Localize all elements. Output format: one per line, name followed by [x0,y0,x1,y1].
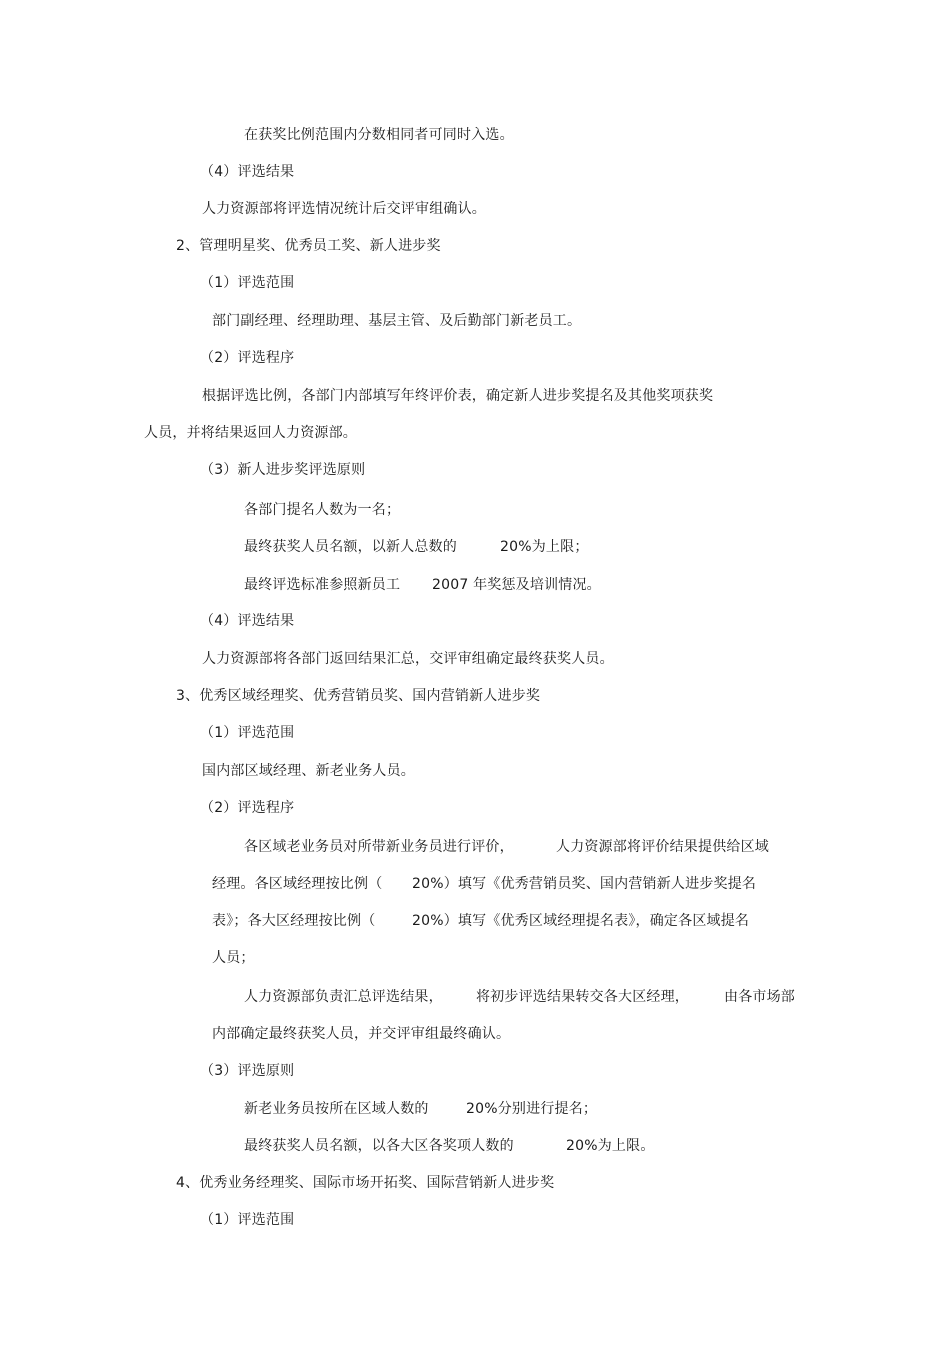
subheading: （3）评选原则 [200,1063,295,1079]
text-segment: 各区域老业务员对所带新业务员进行评价， [244,839,514,855]
subheading: （1）评选范围 [200,275,295,291]
section-heading: 3、优秀区域经理奖、优秀营销员奖、国内营销新人进步奖 [176,688,541,704]
text-line: 人员，并将结果返回人力资源部。 [144,425,357,441]
text-segment: 最终获奖人员名额，以新人总数的 [244,539,457,555]
subheading: （4）评选结果 [200,613,295,629]
section-heading: 2、管理明星奖、优秀员工奖、新人进步奖 [176,238,441,254]
text-segment: 20%）填写《优秀营销员奖、国内营销新人进步奖提名 [412,876,757,892]
text-segment: 最终获奖人员名额，以各大区各奖项人数的 [244,1138,514,1154]
text-segment: 20%）填写《优秀区域经理提名表》，确定各区域提名 [412,913,750,929]
subheading: （1）评选范围 [200,725,295,741]
text-segment: 将初步评选结果转交各大区经理， [476,989,689,1005]
text-segment: 2007 年奖惩及培训情况。 [432,577,601,593]
text-line: 部门副经理、经理助理、基层主管、及后勤部门新老员工。 [212,313,582,329]
text-segment: 表》；各大区经理按比例（ [212,913,376,929]
text-line: 人力资源部将评选情况统计后交评审组确认。 [202,201,486,217]
text-segment: 人力资源部将评价结果提供给区域 [556,839,769,855]
text-line: 内部确定最终获奖人员，并交评审组最终确认。 [212,1026,511,1042]
subheading: （2）评选程序 [200,800,295,816]
text-line: 根据评选比例，各部门内部填写年终评价表，确定新人进步奖提名及其他奖项获奖 [202,388,714,404]
text-line: 各部门提名人数为一名； [244,502,401,518]
text-line: 在获奖比例范围内分数相同者可同时入选。 [244,127,514,143]
text-segment: 由各市场部 [724,989,795,1005]
text-segment: 20%为上限。 [566,1138,655,1154]
text-segment: 20%分别进行提名； [466,1101,598,1117]
text-segment: 新老业务员按所在区域人数的 [244,1101,429,1117]
text-segment: 经理。各区域经理按比例（ [212,876,383,892]
text-segment: 最终评选标准参照新员工 [244,577,401,593]
text-line: 国内部区域经理、新老业务人员。 [202,763,415,779]
section-heading: 4、优秀业务经理奖、国际市场开拓奖、国际营销新人进步奖 [176,1175,555,1191]
text-segment: 20%为上限； [500,539,589,555]
subheading: （2）评选程序 [200,350,295,366]
subheading: （3）新人进步奖评选原则 [200,462,366,478]
subheading: （1）评选范围 [200,1212,295,1228]
text-line: 人力资源部将各部门返回结果汇总，交评审组确定最终获奖人员。 [202,651,614,667]
subheading: （4）评选结果 [200,164,295,180]
text-segment: 人力资源部负责汇总评选结果， [244,989,443,1005]
text-line: 人员； [212,950,255,966]
